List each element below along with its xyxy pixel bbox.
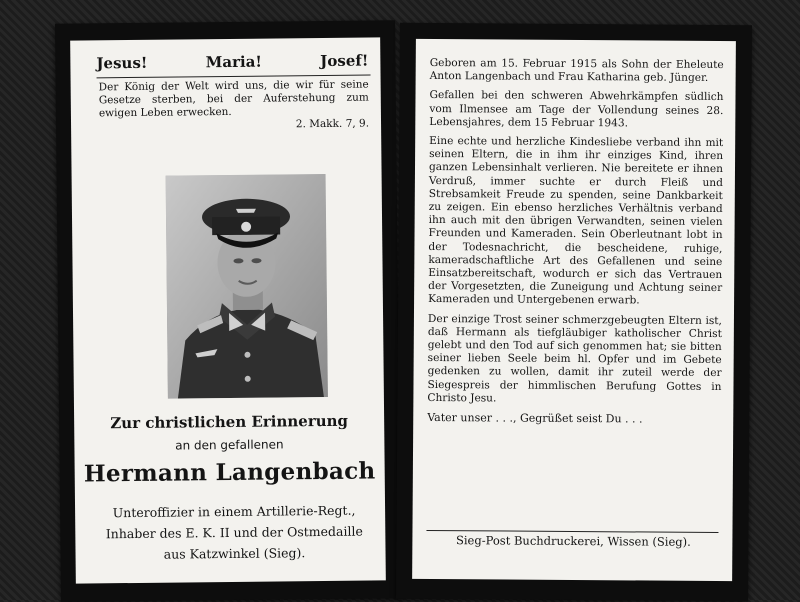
prayer-line: Vater unser . . ., Gegrüßet seist Du . . . <box>427 411 643 426</box>
memorial-card-back <box>396 23 752 601</box>
rank-line-1: Unteroffizier in einem Artillerie-Regt., <box>112 502 356 521</box>
rank-line-3: aus Katzwinkel (Sieg). <box>163 545 306 562</box>
memorial-subheading: an den gefallenen <box>175 437 284 453</box>
memorial-heading: Zur christlichen Erinnerung <box>110 411 349 433</box>
deceased-name: Hermann Langenbach <box>83 457 376 488</box>
soldier-portrait-photo <box>166 174 328 399</box>
header-jesus: Jesus! <box>96 53 148 73</box>
rank-description <box>93 499 376 565</box>
bio-paragraph-consolation: Der einzige Trost seiner schmerzgebeugten Eltern ist, daß Hermann als tiefgläubiger katholischer Christ gelebt und den Tod auf sich genommen hat; sie bitten seiner lieben Seele beim hl. Opfer und im Gebete gedenken zu wollen, damit ihr zuteil werde der Siegespreis der himmlischen Berufung Gottes in Christo Jesu. <box>427 312 722 405</box>
biography-text <box>427 57 724 432</box>
bio-paragraph-birth: Geboren am 15. Februar 1915 als Sohn der Eheleute Anton Langenbach und Frau Katharina geb. Jünger. <box>429 56 724 85</box>
header-divider <box>97 74 371 78</box>
rank-line-2: Inhaber des E. K. II und der Ostmedaille <box>105 523 363 542</box>
bio-paragraph-death: Gefallen bei den schweren Abwehrkämpfen südlich vom Ilmensee am Tage der Vollendung seines 28. Lebensjahres, dem 15 Februar 1943. <box>429 89 724 130</box>
header-maria: Maria! <box>205 52 263 72</box>
card-back-paper <box>412 39 736 581</box>
memorial-card-front <box>55 20 401 602</box>
scripture-verse: Der König der Welt wird uns, die wir für seine Gesetze sterben, bei der Auferstehung zum ewigen Leben erwecken. <box>98 78 369 120</box>
header-josef: Josef! <box>320 51 369 71</box>
scripture-reference: 2. Makk. 7, 9. <box>295 117 370 131</box>
holy-names-header <box>96 52 368 73</box>
card-front-paper <box>70 37 386 583</box>
printer-imprint: Sieg-Post Buchdruckerei, Wissen (Sieg). <box>455 533 691 549</box>
bio-paragraph-character: Eine echte und herzliche Kindesliebe verband ihn mit seinen Eltern, die in ihm ihr einziges Kind, ihren ganzen Lebensinhalt verlieren. Nie bereitete er ihnen Verdruß, immer suchte er durch Fleiß und Strebsamkeit Freude zu spenden, seine Dankbarkeit zu zeigen. Ein ebenso herzliches Verhältnis verband ihn auch mit den übrigen Verwandten, seinen vielen Freunden und Kameraden. Sein Oberleutnant lobt in der Todesnachricht, die bescheidene, ruhige, kameradschaftliche Art des Gefallenen und seine Einsatzbereitschaft, wodurch er sich das Vertrauen der Vorgesetzten, die Zuneigung und Achtung seiner Kameraden und Untergebenen erwarb. <box>428 135 724 307</box>
